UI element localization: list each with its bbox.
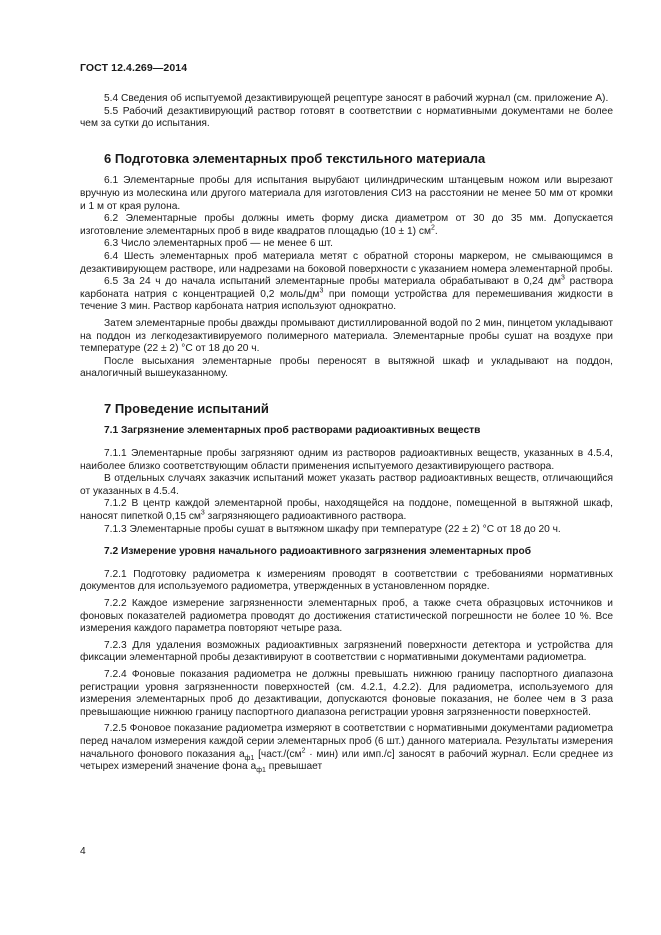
section-6-heading: 6 Подготовка элементарных проб текстильного материала — [104, 150, 486, 166]
subsection-7-1-heading: 7.1 Загрязнение элементарных проб растворами радиоактивных веществ — [104, 425, 481, 437]
paragraph-7-2-1: 7.2.1 Подготовку радиометра к измерениям проводят в соответствии с требованиями нормативных документов для используемого радиометра, утвержденных в установленном порядке. — [80, 568, 613, 593]
paragraph-7-2-4: 7.2.4 Фоновые показания радиометра не должны превышать нижнюю границу паспортного диапазона регистрации уровня загрязненности поверхностей (см. 4.2.1, 4.2.2). Для радиометра, используемого для измерения элементарных проб до дезактивации, допускаются фоновые показания, не более чем в 3 раза превышающие нижнюю границу паспортного диапазона регистрации уровня загрязненности поверхностей. — [80, 668, 613, 718]
superscript: 3 — [319, 287, 324, 295]
paragraph-6-6: Затем элементарные пробы дважды промывают дистиллированной водой по 2 мин, пинцетом укладывают на поддон из легкодезактивируемого полимерного материала. Элементарные пробы сушат на воздухе при температуре (22 ± 2) °С от 18 до 20 ч. — [80, 317, 613, 355]
superscript: 2 — [430, 224, 435, 232]
paragraph-6-2-text: 6.2 Элементарные пробы должны иметь форму диска диаметром от 30 до 35 мм. Допускается изготовление элементарных проб в виде квадратов площадью (10 ± 1) см — [80, 213, 613, 237]
paragraph-7-1-2-text-a: 7.1.2 В центр каждой элементарной пробы, находящейся на поддоне, помещенной в вытяжной шкаф, наносят пипеткой 0,15 см — [80, 498, 613, 523]
paragraph-7-1-3: 7.1.3 Элементарные пробы сушат в вытяжном шкафу при температуре (22 ± 2) °С от 18 до 20 ч. — [104, 523, 561, 535]
paragraph-6-7: После высыхания элементарные пробы переносят в вытяжной шкаф и укладывают на поддон, аналогичный вышеуказанному. — [80, 355, 613, 380]
paragraph-7-2-5-text-b: [част./(см — [254, 748, 302, 760]
paragraph-6-2-end: . — [434, 225, 438, 237]
paragraph-6-5-text-b: раствора карбоната натрия с концентрацией 0,2 моль/дм — [80, 276, 613, 300]
paragraph-6-2 — [80, 213, 613, 238]
superscript: 2 — [301, 747, 306, 755]
paragraph-7-1-1b: В отдельных случаях заказчик испытаний может указать раствор радиоактивных веществ, отличающийся от указанных в 4.5.4. — [80, 473, 613, 497]
subsection-7-2-heading: 7.2 Измерение уровня начального радиоактивного загрязнения элементарных проб — [104, 546, 532, 558]
paragraph-7-1-2-text-b: загрязняющего радиоактивного раствора. — [204, 511, 407, 523]
paragraph-7-2-5 — [80, 723, 613, 773]
superscript: 3 — [200, 509, 205, 517]
paragraph-6-4: 6.4 Шесть элементарных проб материала метят с обратной стороны маркером, не смывающимся в дезактивирующем растворе, или надрезами на боковой поверхности с указанием номера элементарной пробы. — [80, 250, 613, 275]
paragraph-6-3: 6.3 Число элементарных проб — не менее 6 шт. — [104, 238, 333, 250]
paragraph-5-5: 5.5 Рабочий дезактивирующий раствор готовят в соответствии с нормативными документами не более чем за сутки до испытания. — [80, 105, 613, 130]
superscript: 3 — [561, 274, 565, 282]
subscript: ф1 — [256, 767, 266, 775]
paragraph-5-4: 5.4 Сведения об испытуемой дезактивирующей рецептуре заносят в рабочий журнал (см. приложение А). — [104, 93, 609, 104]
paragraph-7-2-3: 7.2.3 Для удаления возможных радиоактивных загрязнений поверхности детектора и устройства для фиксации элементарной пробы дезактивируют в соответствии с нормативными документами радиометра. — [80, 639, 613, 664]
page-content — [80, 93, 613, 774]
section-7-heading: 7 Проведение испытаний — [104, 400, 269, 416]
running-header: ГОСТ 12.4.269—2014 — [80, 62, 188, 74]
paragraph-6-1: 6.1 Элементарные пробы для испытания вырубают цилиндрическим штанцевым ножом или вырезают вручную из молескина или другого материала для изготовления СИЗ на расстоянии не менее 50 мм от кромки и 1 м от края рулона. — [80, 175, 613, 212]
paragraph-6-5-text-a: 6.5 За 24 ч до начала испытаний элементарные пробы материала обрабатывают в 0,24 дм — [104, 276, 562, 288]
paragraph-7-2-5-text-d: превышает — [265, 761, 323, 773]
paragraph-6-5 — [80, 276, 613, 314]
paragraph-7-2-5-text-c: · мин) или имп./с] заносят в рабочий журнал. Если среднее из четырех измерений значение фона a — [80, 748, 613, 773]
paragraph-7-2-5-text-a: 7.2.5 Фоновое показание радиометра измеряют в соответствии с нормативными документами радиометра перед началом измерения каждой серии элементарных проб (6 шт.) данного материала. Результаты измерения начального фонового показания a — [80, 723, 613, 760]
paragraph-7-1-1: 7.1.1 Элементарные пробы загрязняют одним из растворов радиоактивных веществ, указанных в 4.5.4, наиболее близко соответствующим области применения испытуемого дезактивирующего раствора. — [80, 448, 613, 472]
paragraph-6-5-text-c: при помощи устройства для перемешивания жидкости в течение 3 мин. Раствор карбоната натрия используют однократно. — [80, 288, 613, 313]
subscript: ф1 — [244, 754, 255, 762]
paragraph-7-2-2: 7.2.2 Каждое измерение загрязненности элементарных проб, а также счета образцовых источников и фоновых показателей радиометра проводят до достижения статистической погрешности не более 10 %. Все измерения каждого параметра повторяют четыре раза. — [80, 598, 613, 635]
paragraph-7-1-2 — [80, 498, 613, 523]
page-number: 4 — [80, 846, 86, 857]
